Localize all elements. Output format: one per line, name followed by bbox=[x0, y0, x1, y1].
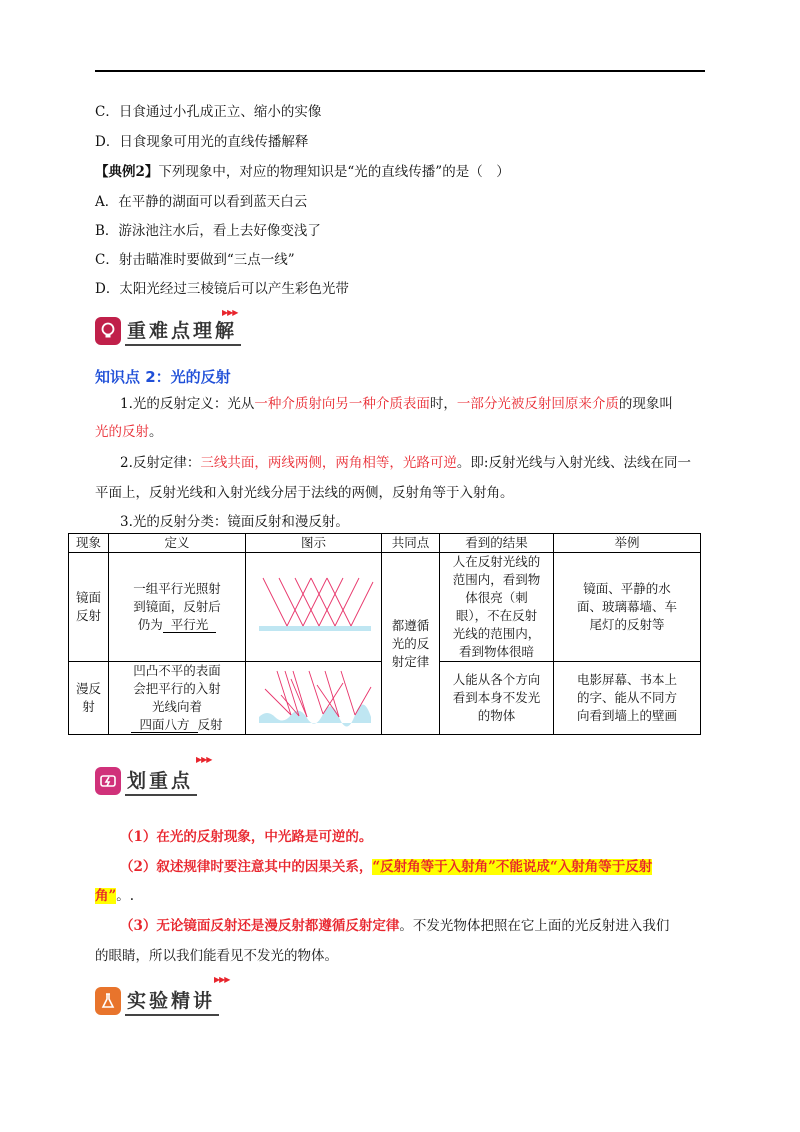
reflection-law bbox=[120, 451, 691, 471]
text-span: 。. bbox=[116, 888, 135, 904]
header-rule bbox=[95, 70, 705, 72]
option-c-prev: C．日食通过小孔成正立、缩小的实像 bbox=[95, 104, 322, 120]
result-cell bbox=[440, 553, 554, 662]
example2-question bbox=[95, 160, 510, 180]
section-banner-experiment bbox=[95, 986, 219, 1016]
text-span: 。即:反射光线与入射光线、法线在同一 bbox=[456, 455, 691, 471]
cell-line: 会把平行的入射 bbox=[133, 681, 221, 696]
highlight-yellow: 角” bbox=[95, 888, 117, 904]
arrows-icon: ▶▶▶ bbox=[214, 975, 230, 984]
cell-line bbox=[109, 716, 245, 734]
banner-title: 划重点 bbox=[125, 766, 197, 796]
cell-line: 看到物体很暗 bbox=[458, 644, 534, 659]
example2-option-c: C．射击瞄准时要做到“三点一线” bbox=[95, 252, 295, 268]
cell-line: 射定律 bbox=[391, 653, 430, 669]
section-banner-key-points bbox=[95, 316, 241, 346]
example2-option-a: A．在平静的湖面可以看到蓝天白云 bbox=[95, 194, 308, 210]
highlight-red: 光的反射 bbox=[95, 424, 149, 440]
cell-line: 反射 bbox=[75, 608, 101, 623]
col-header: 看到的结果 bbox=[440, 534, 554, 553]
diffuse-diagram bbox=[246, 662, 382, 735]
cell-line: 面、玻璃幕墙、车 bbox=[576, 599, 677, 614]
cell-line: 漫反 bbox=[75, 681, 101, 696]
col-header: 定义 bbox=[109, 534, 246, 553]
point-2-cont bbox=[95, 884, 134, 904]
text-span: 时， bbox=[429, 396, 457, 412]
table-header-row bbox=[69, 534, 701, 553]
example-cell bbox=[554, 662, 701, 735]
flask-icon bbox=[95, 987, 121, 1015]
highlight-red: 三线共面，两线两侧，两角相等，光路可逆 bbox=[200, 455, 457, 471]
text-span: 。不发光物体把照在它上面的光反射进入我们 bbox=[399, 918, 670, 934]
lightbulb-icon bbox=[95, 317, 121, 345]
text-span: 2.反射定律： bbox=[120, 455, 201, 471]
banner-title: 重难点理解 bbox=[125, 316, 241, 346]
specular-reflection-diagram bbox=[251, 568, 377, 642]
cell-line: 到镜面，反射后 bbox=[133, 599, 221, 614]
reflection-law-cont: 平面上，反射光线和入射光线分居于法线的两侧，反射角等于入射角。 bbox=[95, 485, 514, 501]
reflection-table bbox=[68, 533, 701, 735]
reflection-definition-cont bbox=[95, 420, 163, 440]
point-3 bbox=[120, 914, 669, 934]
diffuse-reflection-diagram bbox=[251, 665, 377, 727]
text-span: 仍为 bbox=[137, 617, 163, 632]
row-name bbox=[69, 662, 109, 735]
option-d-prev: D．日食现象可用光的直线传播解释 bbox=[95, 134, 309, 150]
reflection-types: 3.光的反射分类：镜面反射和漫反射。 bbox=[120, 514, 349, 530]
common-cell bbox=[382, 553, 440, 735]
point-1: （1）在光的反射现象，中光路是可逆的。 bbox=[120, 829, 373, 845]
highlight-red: （3）无论镜面反射还是漫反射都遵循反射定律 bbox=[120, 918, 400, 934]
highlight-red: 一种介质射向另一种介质表面 bbox=[254, 396, 430, 412]
col-header: 举例 bbox=[554, 534, 701, 553]
cell-line: 光线的范围内， bbox=[452, 626, 541, 641]
reflection-definition bbox=[120, 392, 673, 412]
cell-line: 的字、能从不同方 bbox=[576, 690, 677, 705]
col-header: 共同点 bbox=[382, 534, 440, 553]
col-header: 图示 bbox=[246, 534, 382, 553]
cell-line: 尾灯的反射等 bbox=[589, 617, 665, 632]
cell-line: 一组平行光照射 bbox=[133, 581, 221, 596]
example2-option-b: B．游泳池注水后，看上去好像变浅了 bbox=[95, 223, 321, 239]
arrows-icon: ▶▶▶ bbox=[222, 308, 238, 317]
cell-line: 向看到墙上的壁画 bbox=[576, 708, 677, 723]
text-span: 反射 bbox=[197, 717, 223, 732]
cell-line: 光的反 bbox=[391, 635, 430, 651]
banner-title: 实验精讲 bbox=[125, 986, 219, 1016]
cell-line: 范围内，看到物 bbox=[452, 572, 541, 587]
point-2 bbox=[120, 855, 652, 875]
knowledge-heading: 知识点 2：光的反射 bbox=[95, 368, 231, 386]
question-text: 下列现象中，对应的物理知识是“光的直线传播”的是（ ） bbox=[158, 164, 510, 180]
section-banner-highlights bbox=[95, 766, 197, 796]
text-span: 的现象叫 bbox=[618, 396, 673, 412]
highlight-yellow: “反射角等于入射角”不能说成“入射角等于反射 bbox=[372, 859, 653, 875]
col-header: 现象 bbox=[69, 534, 109, 553]
cell-line: 镜面 bbox=[75, 590, 101, 605]
cell-line: 凹凸不平的表面 bbox=[133, 663, 221, 678]
cell-line bbox=[109, 616, 245, 634]
cell-line: 人在反射光线的 bbox=[452, 554, 541, 569]
lightning-icon bbox=[95, 767, 121, 795]
specular-diagram bbox=[246, 553, 382, 662]
text-span: 1.光的反射定义：光从 bbox=[120, 396, 255, 412]
text-span: 。 bbox=[149, 424, 163, 440]
cell-line: 看到本身不发光 bbox=[452, 690, 541, 705]
cell-line: 体很亮（刺 bbox=[465, 590, 528, 605]
fill-blank: 平行光 bbox=[163, 617, 217, 633]
cell-line: 光线向着 bbox=[151, 699, 202, 714]
example-cell bbox=[554, 553, 701, 662]
example-tag: 【典例2】 bbox=[95, 164, 159, 180]
result-cell bbox=[440, 662, 554, 735]
point-3-cont: 的眼睛，所以我们能看见不发光的物体。 bbox=[95, 948, 338, 964]
definition-cell bbox=[109, 662, 246, 735]
cell-line: 都遵循 bbox=[391, 617, 430, 633]
row-name bbox=[69, 553, 109, 662]
definition-cell bbox=[109, 553, 246, 662]
cell-line: 电影屏幕、书本上 bbox=[576, 672, 677, 687]
text-span: （2）叙述规律时要注意其中的因果关系， bbox=[120, 859, 373, 875]
cell-line: 眼），不在反射 bbox=[455, 608, 538, 623]
table-row-specular bbox=[69, 553, 701, 662]
cell-line: 人能从各个方向 bbox=[452, 672, 541, 687]
fill-blank: 四面八方 bbox=[131, 717, 197, 733]
example2-option-d: D．太阳光经过三棱镜后可以产生彩色光带 bbox=[95, 281, 349, 297]
highlight-red: 一部分光被反射回原来介质 bbox=[456, 396, 619, 412]
cell-line: 的物体 bbox=[477, 708, 516, 723]
arrows-icon: ▶▶▶ bbox=[196, 755, 212, 764]
cell-line: 射 bbox=[82, 699, 95, 714]
cell-line: 镜面、平静的水 bbox=[583, 581, 671, 596]
